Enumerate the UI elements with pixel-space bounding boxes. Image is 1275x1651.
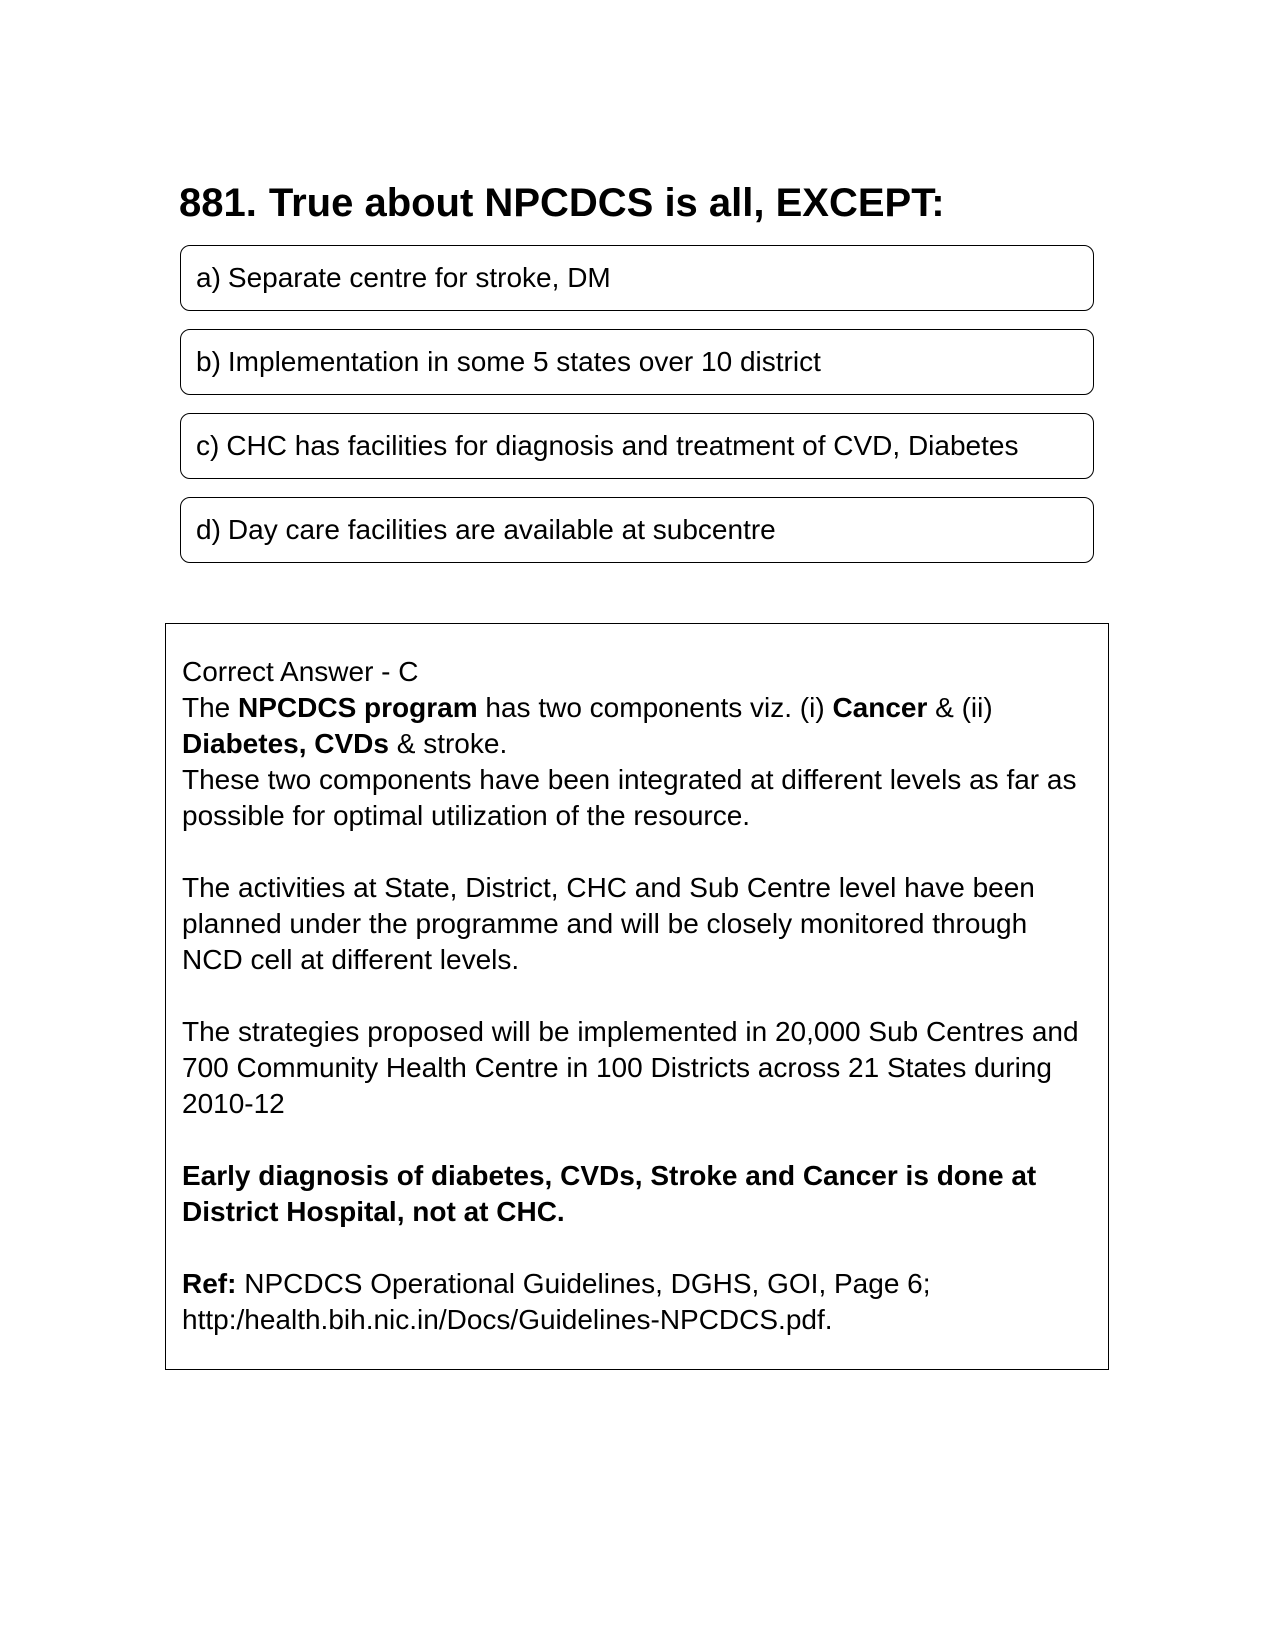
- explanation-paragraph-2: These two components have been integrated at different levels as far as possible for optimal utilization of the resource.: [182, 764, 1077, 831]
- option-a[interactable]: [180, 245, 1094, 311]
- option-d-letter: d): [196, 514, 221, 545]
- para1-text-2: has two components viz. (i): [477, 692, 833, 723]
- paragraph-spacer: [182, 834, 1092, 870]
- para1-text-3: & (ii): [927, 692, 993, 723]
- option-d[interactable]: [180, 497, 1094, 563]
- reference: [182, 1266, 1092, 1338]
- question-text: True about NPCDCS is all, EXCEPT:: [268, 181, 945, 225]
- paragraph-spacer: [182, 978, 1092, 1014]
- explanation-paragraph-3: The activities at State, District, CHC and Sub Centre level have been planned under the programme and will be closely monitored through NCD cell at different levels.: [182, 872, 1035, 975]
- option-c-text: CHC has facilities for diagnosis and treatment of CVD, Diabetes: [226, 430, 1019, 461]
- para1-bold-diabetes: Diabetes, CVDs: [182, 728, 389, 759]
- explanation-paragraph-4: The strategies proposed will be implemented in 20,000 Sub Centres and 700 Community Health Centre in 100 Districts across 21 States during 2010-12: [182, 1016, 1079, 1119]
- option-b[interactable]: [180, 329, 1094, 395]
- option-c-letter: c): [196, 430, 220, 461]
- explanation-key-point: [182, 1158, 1092, 1230]
- paragraph-spacer: [182, 1122, 1092, 1158]
- para1-text-1: The: [182, 692, 239, 723]
- para1-text-4: & stroke.: [388, 728, 508, 759]
- option-a-letter: a): [196, 262, 221, 293]
- correct-answer-label: Correct Answer - C: [182, 656, 419, 687]
- para1-bold-cancer: Cancer: [832, 692, 928, 723]
- option-b-text: Implementation in some 5 states over 10 district: [227, 346, 821, 377]
- question-number: 881.: [179, 181, 257, 225]
- para1-bold-program: NPCDCS program: [238, 692, 478, 723]
- option-d-text: Day care facilities are available at subcentre: [227, 514, 776, 545]
- option-b-letter: b): [196, 346, 221, 377]
- question-title: [179, 178, 945, 228]
- reference-label: Ref:: [182, 1268, 237, 1299]
- reference-text: NPCDCS Operational Guidelines, DGHS, GOI, Page 6; http:/health.bih.nic.in/Docs/Guidelines-NPCDCS.pdf.: [182, 1268, 931, 1335]
- paragraph-spacer: [182, 1230, 1092, 1266]
- explanation-paragraph-1: [182, 690, 1092, 762]
- option-c[interactable]: [180, 413, 1094, 479]
- key-point-bold: Early diagnosis of diabetes, CVDs, Stroke and Cancer is done at District Hospital, not at CHC.: [182, 1160, 1037, 1227]
- answer-explanation-box: [165, 623, 1109, 1370]
- option-a-text: Separate centre for stroke, DM: [227, 262, 611, 293]
